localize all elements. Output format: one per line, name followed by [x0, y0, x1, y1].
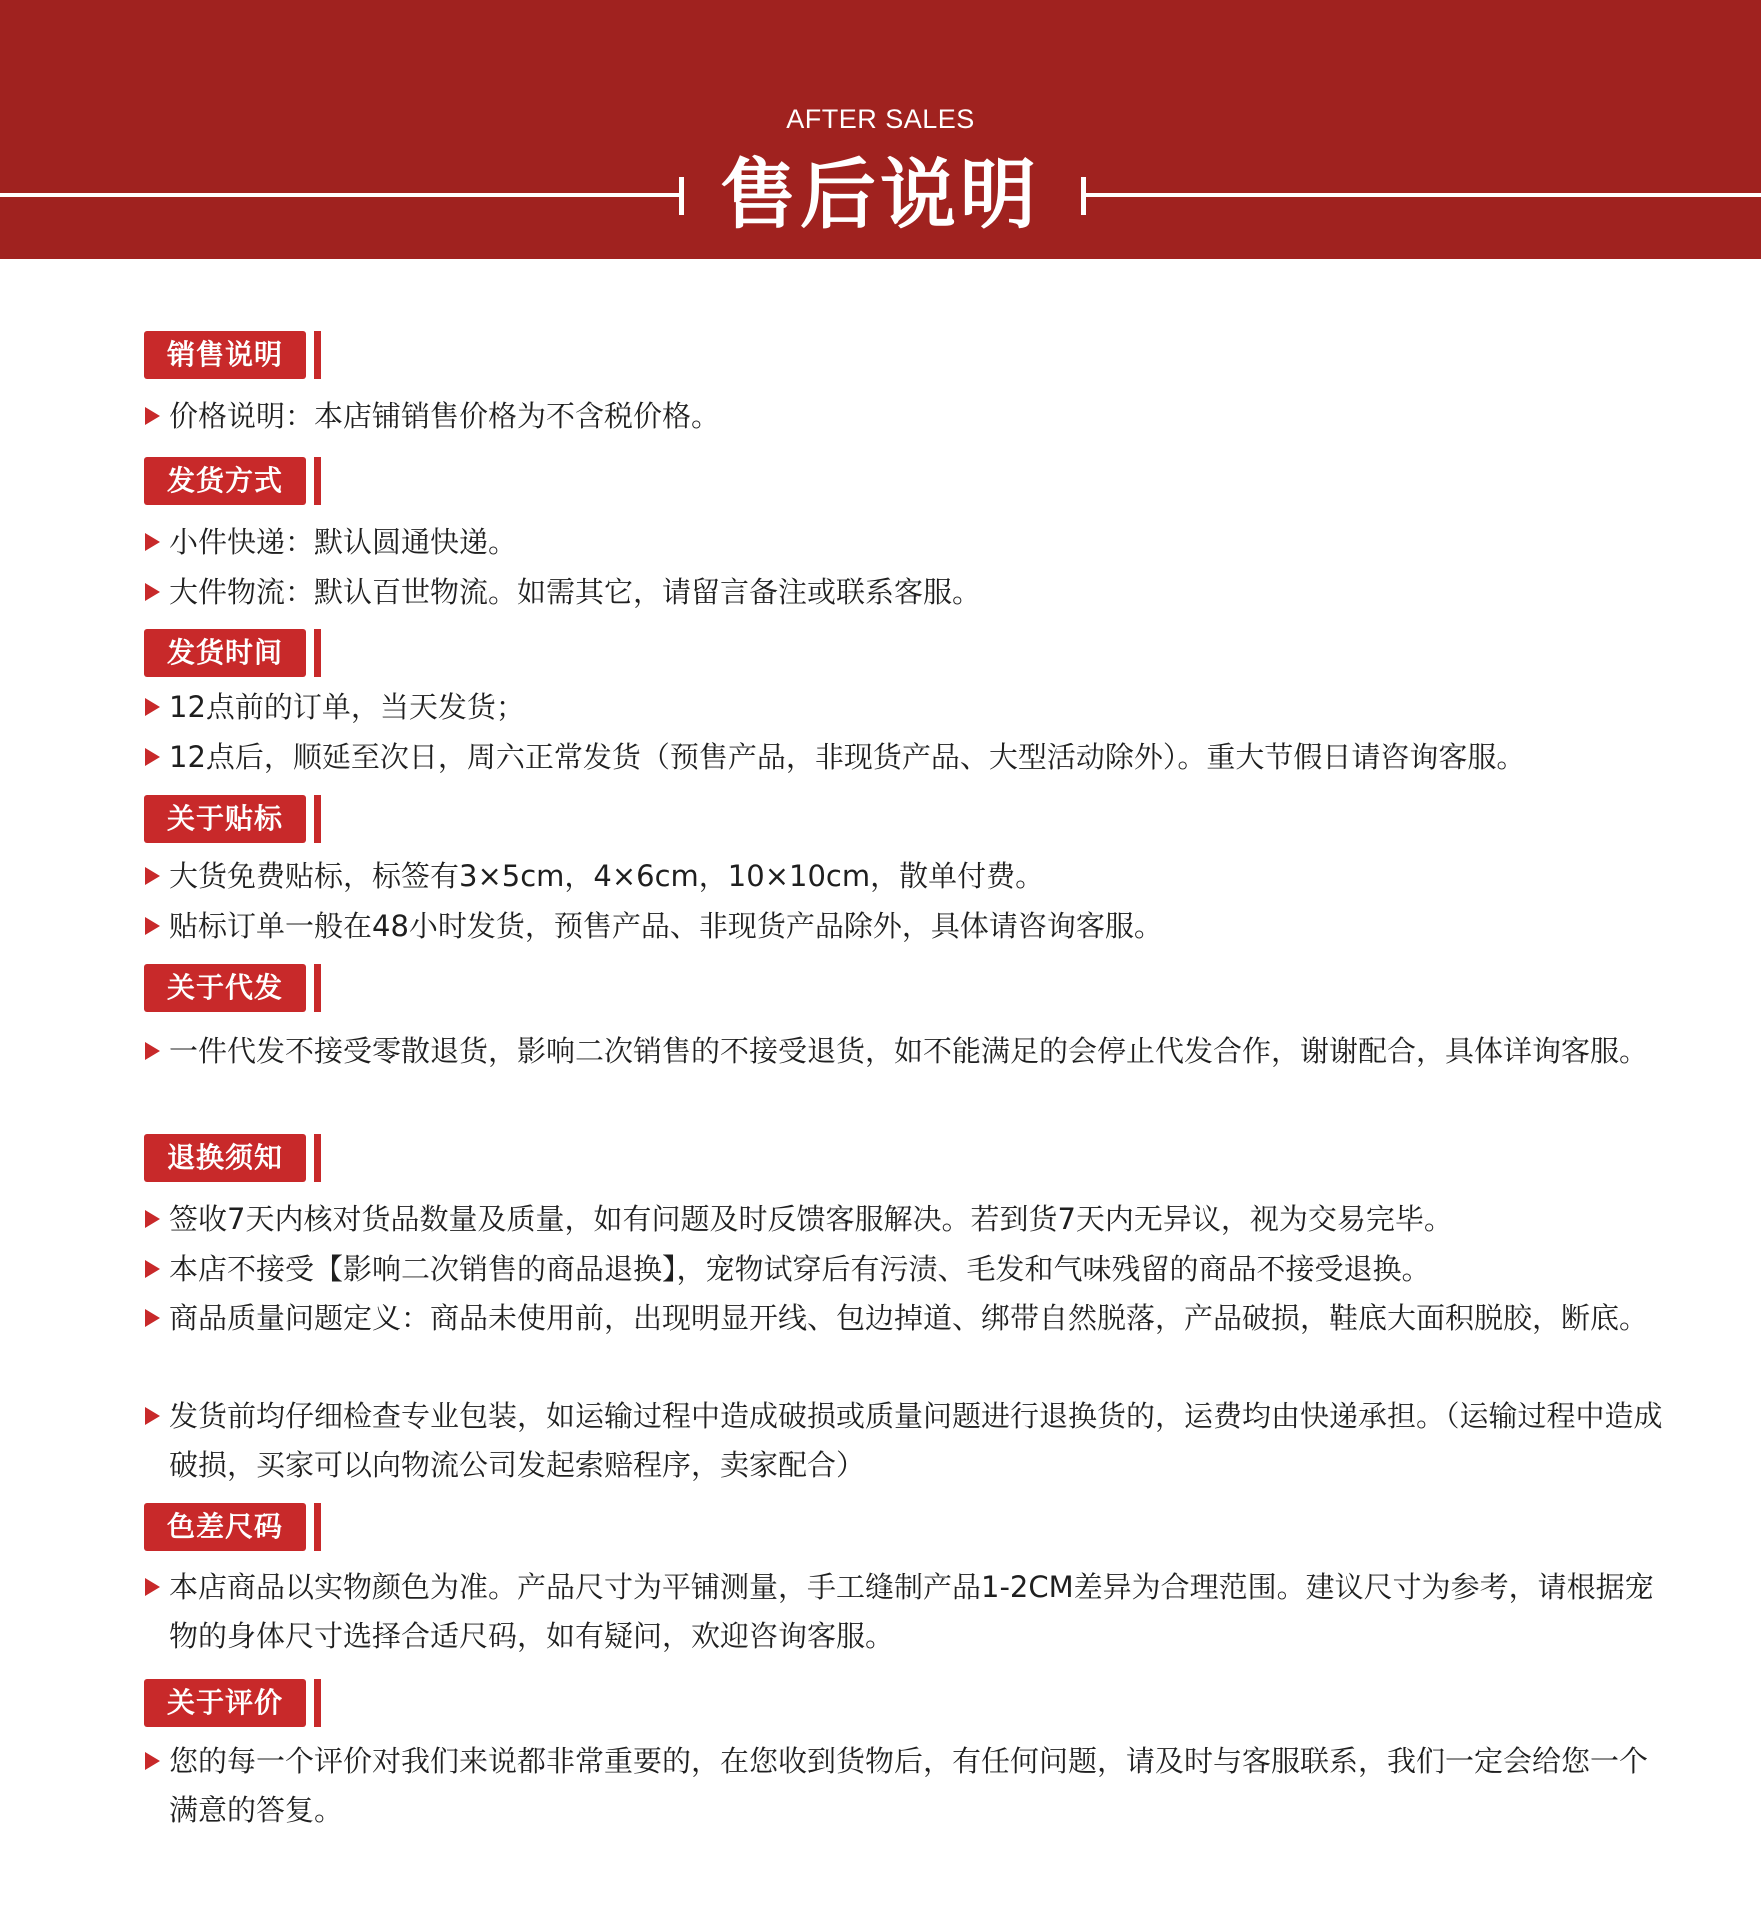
header-subtitle: AFTER SALES — [786, 104, 975, 134]
triangle-bullet-icon — [145, 407, 160, 425]
section-tag-label: 发货方式 — [144, 457, 306, 505]
list-item-text: 发货前均仔细检查专业包装，如运输过程中造成破损或质量问题进行退换货的，运费均由快递承担。（运输过程中造成破损，买家可以向物流公司发起索赔程序，卖家配合） — [169, 1399, 1663, 1482]
list-item — [145, 852, 1665, 901]
list-item-text: 本店不接受【影响二次销售的商品退换】，宠物试穿后有污渍、毛发和气味残留的商品不接受退换。 — [169, 1252, 1431, 1286]
triangle-bullet-icon — [145, 1578, 160, 1596]
list-item — [145, 1294, 1665, 1343]
list-item-text: 价格说明：本店铺销售价格为不含税价格。 — [169, 399, 721, 433]
header-banner — [0, 0, 1761, 259]
triangle-bullet-icon — [145, 1260, 160, 1278]
section-tag-label: 关于评价 — [144, 1679, 306, 1727]
section-tag-bar — [314, 457, 321, 505]
triangle-bullet-icon — [145, 917, 160, 935]
list-item — [145, 1563, 1665, 1661]
triangle-bullet-icon — [145, 1042, 160, 1060]
list-item — [145, 518, 1665, 567]
section-tag-bar — [314, 331, 321, 379]
list-item — [145, 683, 1665, 732]
section-tag-label: 销售说明 — [144, 331, 306, 379]
list-item-text: 商品质量问题定义：商品未使用前，出现明显开线、包边掉道、绑带自然脱落，产品破损，鞋底大面积脱胶，断底。 — [169, 1301, 1649, 1335]
list-item — [145, 1195, 1665, 1244]
triangle-bullet-icon — [145, 533, 160, 551]
section-tag-bar — [314, 1134, 321, 1182]
list-item — [145, 733, 1665, 782]
list-item-text: 贴标订单一般在48小时发货，预售产品、非现货产品除外，具体请咨询客服。 — [169, 909, 1163, 943]
section-tag-bar — [314, 795, 321, 843]
list-item — [145, 568, 1665, 617]
list-item — [145, 392, 1665, 441]
section-tag-label: 退换须知 — [144, 1134, 306, 1182]
list-item-text: 签收7天内核对货品数量及质量，如有问题及时反馈客服解决。若到货7天内无异议，视为交易完毕。 — [169, 1202, 1453, 1236]
header-line-right — [1081, 193, 1761, 197]
section-tag-bar — [314, 1679, 321, 1727]
triangle-bullet-icon — [145, 1407, 160, 1425]
triangle-bullet-icon — [145, 748, 160, 766]
header-title: 售后说明 — [720, 150, 1040, 239]
section-tag-bar — [314, 629, 321, 677]
list-item-text: 您的每一个评价对我们来说都非常重要的，在您收到货物后，有任何问题，请及时与客服联系，我们一定会给您一个满意的答复。 — [169, 1744, 1649, 1827]
section-tag-bar — [314, 1503, 321, 1551]
list-item-text: 本店商品以实物颜色为准。产品尺寸为平铺测量，手工缝制产品1-2CM差异为合理范围。建议尺寸为参考，请根据宠物的身体尺寸选择合适尺码，如有疑问，欢迎咨询客服。 — [169, 1570, 1654, 1653]
triangle-bullet-icon — [145, 1309, 160, 1327]
triangle-bullet-icon — [145, 583, 160, 601]
triangle-bullet-icon — [145, 867, 160, 885]
list-item-text: 小件快递：默认圆通快递。 — [169, 525, 518, 559]
triangle-bullet-icon — [145, 1210, 160, 1228]
section-tag-label: 色差尺码 — [144, 1503, 306, 1551]
list-item — [145, 1392, 1665, 1490]
list-item — [145, 1737, 1665, 1835]
section-tag-label: 关于代发 — [144, 964, 306, 1012]
triangle-bullet-icon — [145, 1752, 160, 1770]
section-tag-label: 发货时间 — [144, 629, 306, 677]
list-item — [145, 1245, 1665, 1294]
list-item-text: 一件代发不接受零散退货，影响二次销售的不接受退货，如不能满足的会停止代发合作，谢谢配合，具体详询客服。 — [169, 1034, 1649, 1068]
section-tag-label: 关于贴标 — [144, 795, 306, 843]
list-item-text: 大件物流：默认百世物流。如需其它，请留言备注或联系客服。 — [169, 575, 982, 609]
list-item — [145, 1027, 1665, 1076]
section-tag-bar — [314, 964, 321, 1012]
list-item — [145, 902, 1665, 951]
list-item-text: 12点后，顺延至次日，周六正常发货（预售产品，非现货产品、大型活动除外）。重大节假日请咨询客服。 — [169, 740, 1526, 774]
list-item-text: 12点前的订单，当天发货； — [169, 690, 525, 724]
list-item-text: 大货免费贴标，标签有3×5cm，4×6cm，10×10cm，散单付费。 — [169, 859, 1045, 893]
header-line-left — [0, 193, 680, 197]
triangle-bullet-icon — [145, 698, 160, 716]
